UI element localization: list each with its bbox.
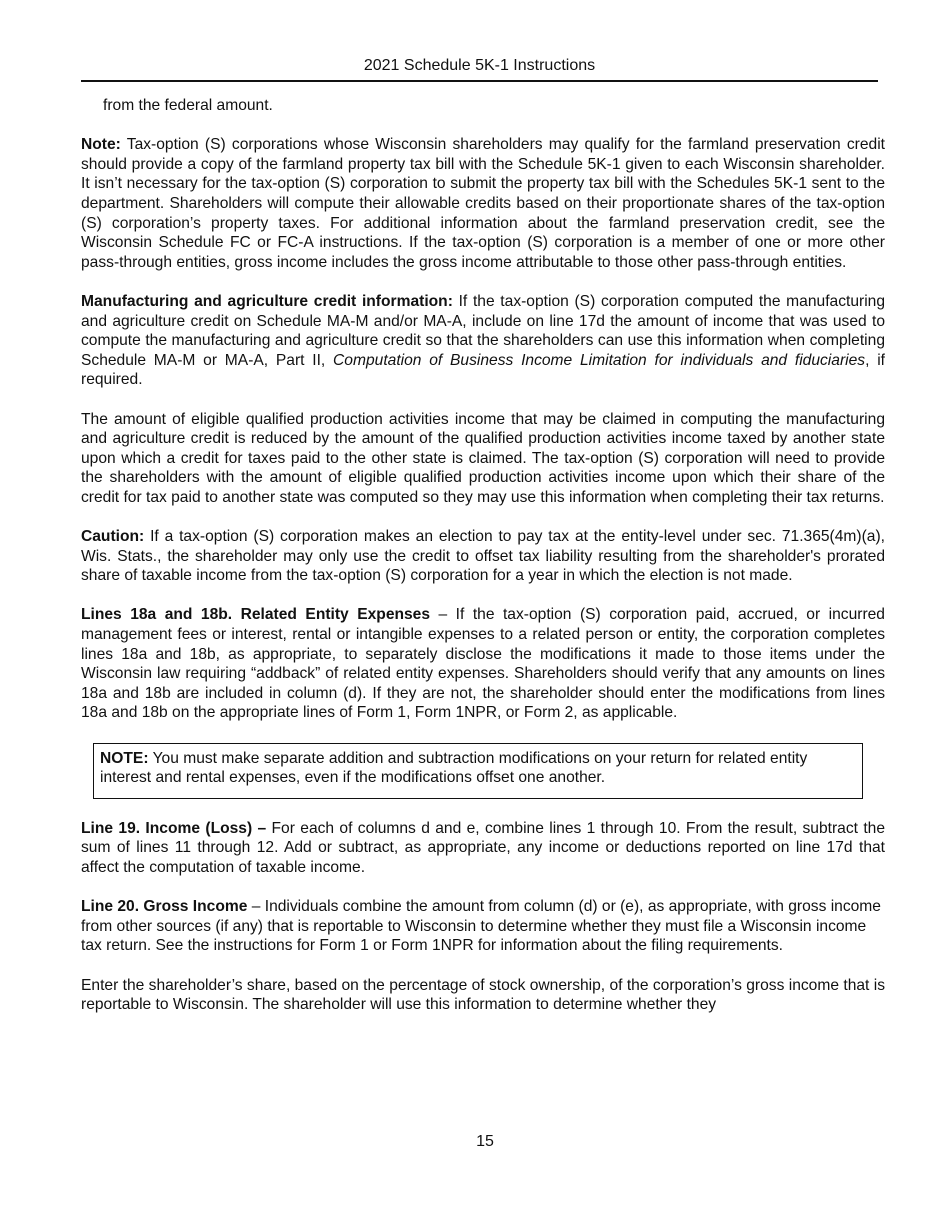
- paragraph-text: Tax-option (S) corporations whose Wisconsin shareholders may qualify for the farmland preservation credit should provide a copy of the farmland property tax bill with the Schedule 5K-1 given to each Wisconsin shareholder. It isn’t necessary for the tax-option (S) corporation to submit the property tax bill with the Schedules 5K-1 sent to the department. Shareholders will compute their allowable credits based on their proportionate shares of the tax-option (S) corporation’s property taxes. For additional information about the farmland preservation credit, see the Wisconsin Schedule FC or FC-A instructions. If the tax-option (S) corporation is a member of one or more other pass-through entities, gross income includes the gross income attributable to those other pass-through entities.: [81, 136, 885, 271]
- paragraph-text: If the tax-option (S) corporation computed the manufacturing and agriculture credit on Schedule MA-M and/or MA-A, include on line 17d the amount of income that was used to compute the manufacturing and agriculture credit so that the shareholders can use this information when completing Schedule MA-M or MA-A, Part II,: [81, 292, 885, 369]
- paragraph-text: The amount of eligible qualified production activities income that may be claimed in computing the manufacturing and agriculture credit is reduced by the amount of the qualified production activities income taxed by another state upon which a credit for taxes paid to the other state is claimed. The tax-option (S) corporation will need to provide the shareholders with the amount of eligible qualified production activities income upon which their share of the credit for tax paid to another state was computed so they may use this information when completing their tax returns.: [81, 410, 885, 506]
- paragraph-label: Note:: [81, 136, 121, 154]
- page-header: 2021 Schedule 5K-1 Instructions: [363, 57, 596, 74]
- paragraph-text: – If the tax-option (S) corporation paid, accrued, or incurred management fees or interest, rental or intangible expenses to a related person or entity, the corporation completes lines 18a and 18b, as appropriate, to separately disclose the modifications it made to those items under the Wisconsin law requiring “addback” of related entity expenses. Shareholders should verify that any amounts on lines 18a and 18b are included in column (d). If they are not, the shareholder should enter the modifications from lines 18a and 18b on the appropriate lines of Form 1, Form 1NPR, or Form 2, as applicable.: [81, 606, 885, 722]
- paragraph-manufacturing-credit: [81, 292, 885, 390]
- note-label: NOTE:: [100, 749, 149, 767]
- paragraph-continuation: [81, 96, 885, 116]
- paragraph-label: Caution:: [81, 528, 145, 546]
- paragraph-text: – Individuals combine the amount from column (d) or (e), as appropriate, with gross income from other sources (if any) that is reportable to Wisconsin to determine whether they must file a Wisconsin income tax return. See the instructions for Form 1 or Form 1NPR for information about the filing requirements.: [81, 898, 881, 955]
- paragraph-text: If a tax-option (S) corporation makes an election to pay tax at the entity-level under sec. 71.365(4m)(a), Wis. Stats., the shareholder may only use the credit to offset tax liability resulting from the shareholder's prorated share of taxable income from the tax-option (S) corporation for a year in which the election is not made.: [81, 528, 885, 585]
- paragraph-lines-18a-18b: [81, 605, 885, 723]
- paragraph-farmland-note: [81, 135, 885, 272]
- paragraph-label: Line 20. Gross Income: [81, 898, 248, 916]
- paragraph-caution: [81, 527, 885, 586]
- paragraph-label: Lines 18a and 18b. Related Entity Expenses: [81, 606, 431, 624]
- paragraph-label: Manufacturing and agriculture credit information:: [81, 292, 453, 310]
- paragraph-text: For each of columns d and e, combine lines 1 through 10. From the result, subtract the sum of lines 11 through 12. Add or subtract, as appropriate, any income or deductions reported on line 17d that affect the computation of taxable income.: [81, 819, 885, 876]
- page-number: 15: [476, 1133, 494, 1150]
- paragraph-qualified-production: [81, 410, 885, 508]
- document-body: [81, 96, 885, 1034]
- paragraph-shareholder-share: [81, 976, 885, 1015]
- paragraph-text: Enter the shareholder’s share, based on the percentage of stock ownership, of the corporation’s gross income that is reportable to Wisconsin. The shareholder will use this information to determine whether they: [81, 976, 885, 1014]
- note-text: You must make separate addition and subtraction modifications on your return for related entity interest and rental expenses, even if the modifications offset one another.: [100, 749, 808, 787]
- paragraph-tail: , if required.: [81, 351, 885, 389]
- note-box: [93, 743, 863, 799]
- header-rule: [81, 80, 878, 82]
- paragraph-line-19: [81, 819, 885, 878]
- paragraph-label: Line 19. Income (Loss) –: [81, 819, 267, 837]
- paragraph-italic: Computation of Business Income Limitation for individuals and fiduciaries: [333, 351, 866, 369]
- paragraph-text: from the federal amount.: [103, 97, 273, 114]
- paragraph-line-20: [81, 897, 885, 956]
